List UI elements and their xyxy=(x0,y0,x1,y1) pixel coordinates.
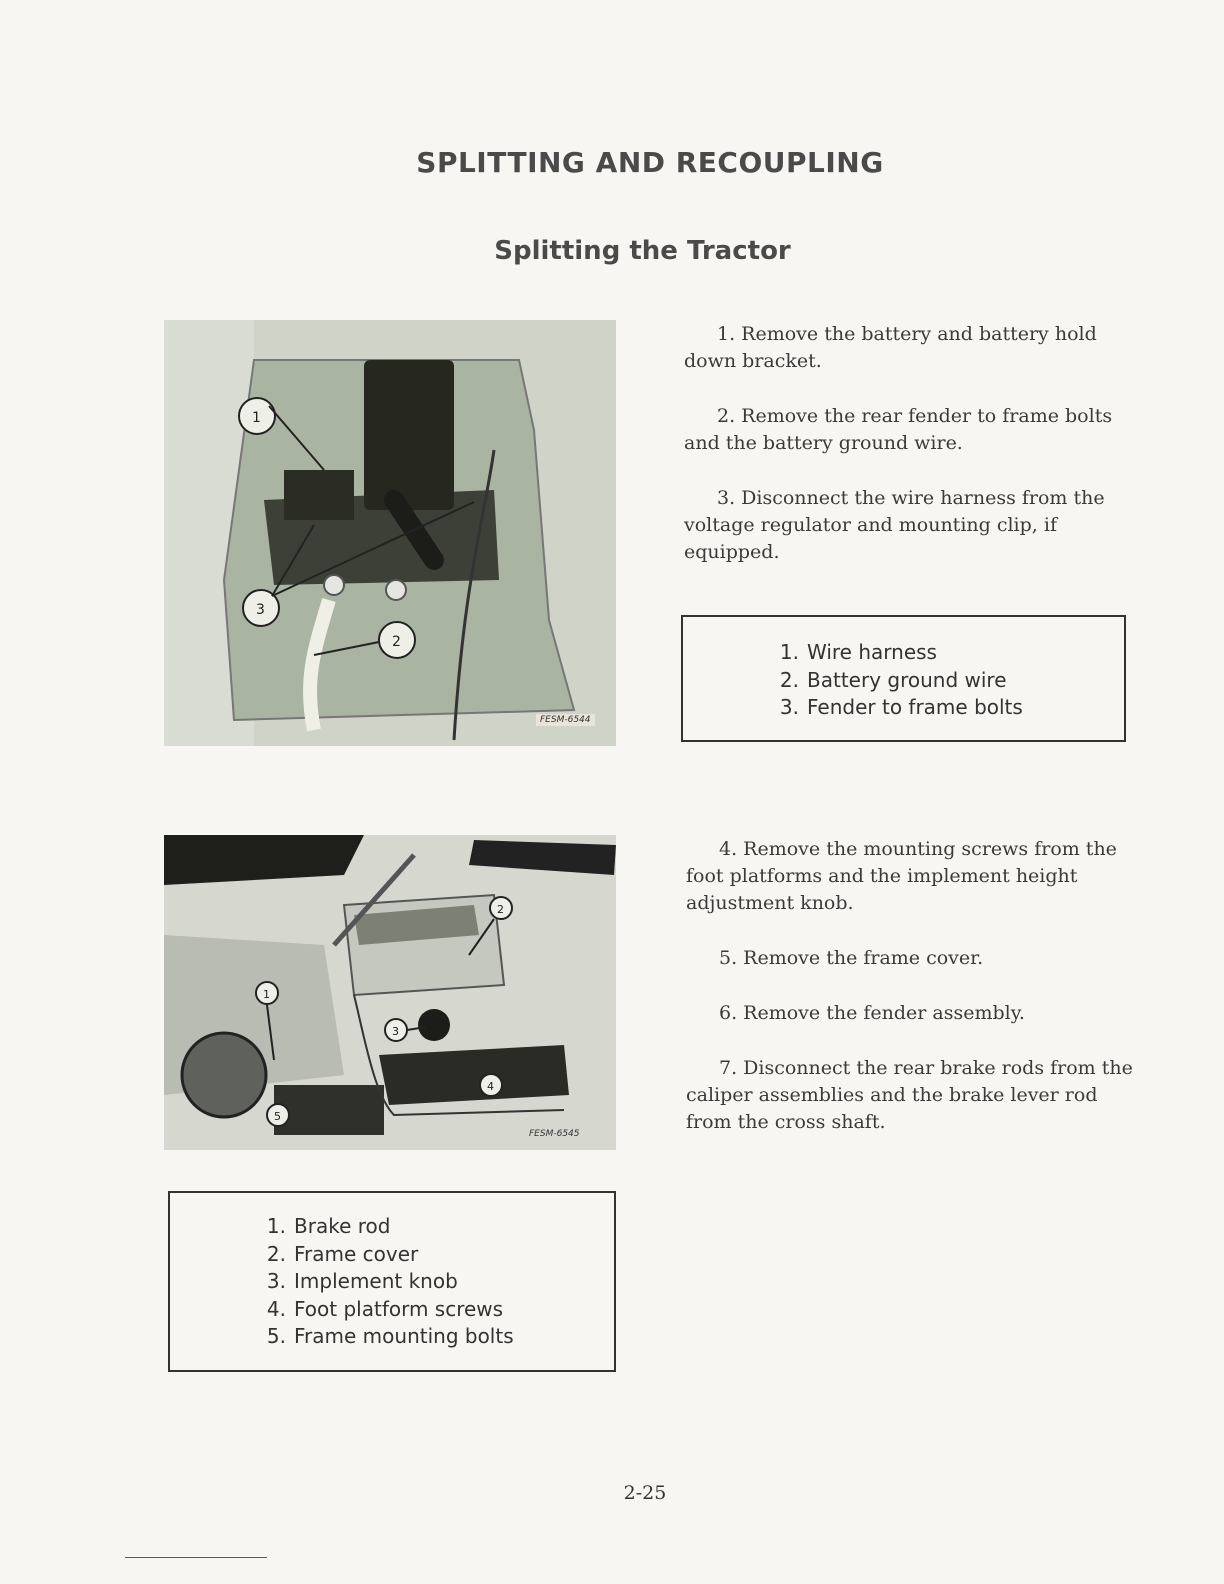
page-title: SPLITTING AND RECOUPLING xyxy=(416,146,884,179)
figure-1-photo xyxy=(164,320,616,746)
legend-number: 1. xyxy=(266,1214,286,1238)
legend-text: Fender to frame bolts xyxy=(807,695,1023,719)
step-6: 6. Remove the fender assembly. xyxy=(719,1002,1025,1024)
legend-item xyxy=(260,1213,614,1241)
section-subtitle: Splitting the Tractor xyxy=(494,236,791,266)
steps-group-b xyxy=(686,836,1136,1164)
step-5: 5. Remove the frame cover. xyxy=(719,947,984,969)
callout-3: 3 xyxy=(392,1025,399,1038)
figure-1-code: FESM-6544 xyxy=(536,714,595,726)
callout-5: 5 xyxy=(274,1110,281,1123)
tractor-frame-illustration xyxy=(164,835,616,1150)
legend-item xyxy=(773,639,1124,667)
legend-number: 2. xyxy=(779,667,799,692)
figure-2-legend xyxy=(168,1191,616,1372)
step-1: 1. Remove the battery and battery hold down bracket. xyxy=(684,323,1097,372)
legend-text: Frame mounting bolts xyxy=(294,1324,514,1348)
legend-item xyxy=(773,667,1124,695)
legend-item xyxy=(260,1323,614,1351)
legend-text: Battery ground wire xyxy=(807,667,1007,692)
legend-number: 4. xyxy=(266,1296,286,1321)
figure-2-code: FESM-6545 xyxy=(529,1129,580,1139)
callout-3: 3 xyxy=(256,602,265,618)
callout-1: 1 xyxy=(252,410,261,426)
step-2: 2. Remove the rear fender to frame bolts and the battery ground wire. xyxy=(684,405,1113,454)
legend-item xyxy=(260,1296,614,1324)
legend-text: Brake rod xyxy=(294,1214,391,1238)
figure-1-legend xyxy=(681,615,1126,742)
legend-number: 2. xyxy=(266,1241,286,1266)
legend-item xyxy=(260,1241,614,1269)
callout-2: 2 xyxy=(497,903,504,916)
callout-2: 2 xyxy=(392,634,401,650)
legend-number: 3. xyxy=(779,695,799,719)
legend-number: 5. xyxy=(266,1324,286,1348)
step-3: 3. Disconnect the wire harness from the voltage regulator and mounting clip, if equipped. xyxy=(684,487,1105,563)
steps-group-a xyxy=(684,321,1134,594)
step-4: 4. Remove the mounting screws from the foot platforms and the implement height adjustment knob. xyxy=(686,838,1117,914)
figure-2-photo xyxy=(164,835,616,1150)
legend-text: Foot platform screws xyxy=(294,1296,504,1321)
callout-4: 4 xyxy=(487,1080,494,1093)
battery-compartment-illustration xyxy=(164,320,616,746)
legend-number: 1. xyxy=(779,640,799,664)
legend-item xyxy=(773,694,1124,722)
page-number: 2-25 xyxy=(623,1482,667,1504)
legend-text: Implement knob xyxy=(294,1269,458,1293)
legend-number: 3. xyxy=(266,1269,286,1293)
footer-divider xyxy=(125,1557,267,1558)
legend-item xyxy=(260,1268,614,1296)
legend-text: Wire harness xyxy=(807,640,937,664)
step-7: 7. Disconnect the rear brake rods from the caliper assemblies and the brake lever rod from the cross shaft. xyxy=(686,1057,1133,1133)
legend-text: Frame cover xyxy=(294,1241,419,1266)
callout-1: 1 xyxy=(263,988,270,1001)
